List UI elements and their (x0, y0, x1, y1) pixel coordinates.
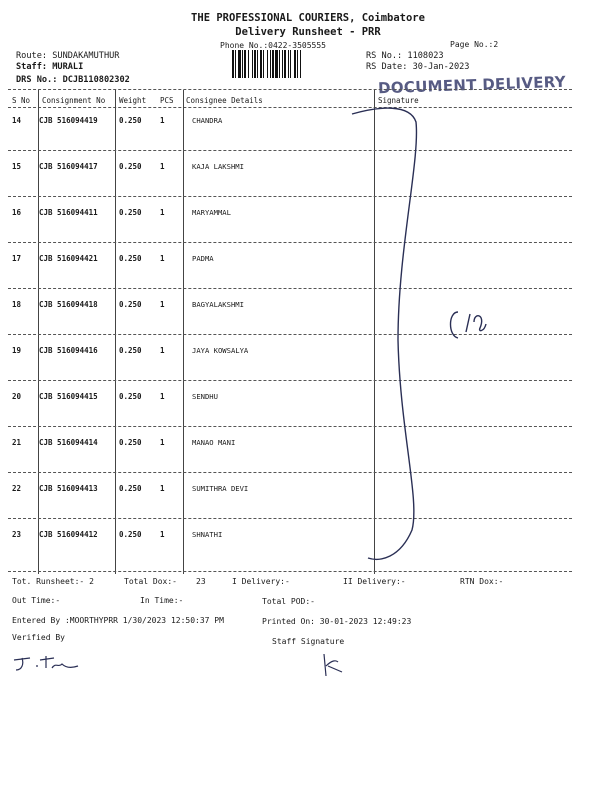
row-consignee-name: JAYA KOWSALYA (192, 346, 249, 355)
row-sno: 14 (12, 116, 22, 125)
row-weight: 0.250 (119, 116, 142, 125)
row-weight: 0.250 (119, 254, 142, 263)
row-consignee-name: CHANDRA (192, 116, 223, 125)
barcode-bar (301, 50, 302, 78)
phone-number: Phone No.:0422-3505555 (220, 41, 326, 50)
footer-top-rule (8, 571, 572, 572)
in-time: In Time:- (140, 596, 184, 605)
col-header-consignee: Consignee Details (186, 96, 263, 105)
col-header-sno: S No (12, 96, 31, 105)
row-consignee-name: SENDHU (192, 392, 218, 401)
row-sno: 16 (12, 208, 22, 217)
header-top-rule (8, 89, 572, 90)
entered-by: Entered By :MOORTHYPRR 1/30/2023 12:50:37 PM (12, 616, 224, 625)
row-weight: 0.250 (119, 438, 142, 447)
row-pcs: 1 (160, 392, 165, 401)
col-header-consignment: Consignment No (42, 96, 106, 105)
row-consignment-no: CJB 516094421 (39, 254, 98, 263)
verifier-handwritten-signature (12, 652, 92, 676)
rtn-dox: RTN Dox:- (460, 577, 504, 586)
barcode-image (232, 50, 354, 78)
row-pcs: 1 (160, 346, 165, 355)
row-pcs: 1 (160, 254, 165, 263)
out-time: Out Time:- (12, 596, 61, 605)
ii-delivery: II Delivery:- (343, 577, 406, 586)
row-sno: 15 (12, 162, 22, 171)
row-consignment-no: CJB 516094412 (39, 530, 98, 539)
row-consignment-no: CJB 516094418 (39, 300, 98, 309)
row-weight: 0.250 (119, 484, 142, 493)
row-pcs: 1 (160, 208, 165, 217)
row-pcs: 1 (160, 438, 165, 447)
row-sno: 21 (12, 438, 22, 447)
row-weight: 0.250 (119, 208, 142, 217)
row-consignment-no: CJB 516094415 (39, 392, 98, 401)
row-consignment-no: CJB 516094411 (39, 208, 98, 217)
row-consignee-name: MARYAMMAL (192, 208, 231, 217)
col-header-pcs: PCS (160, 96, 174, 105)
column-divider (183, 90, 184, 574)
row-pcs: 1 (160, 116, 165, 125)
rs-number: RS No.: 1108023 (366, 51, 444, 61)
staff-signature-label: Staff Signature (272, 637, 345, 646)
document-delivery-stamp: DOCUMENT DELIVERY (377, 72, 567, 98)
row-pcs: 1 (160, 530, 165, 539)
row-weight: 0.250 (119, 346, 142, 355)
row-consignment-no: CJB 516094414 (39, 438, 98, 447)
verified-by-label: Verified By (12, 633, 65, 642)
row-pcs: 1 (160, 300, 165, 309)
row-sno: 20 (12, 392, 22, 401)
col-header-weight: Weight (119, 96, 147, 105)
route-label: Route: SUNDAKAMUTHUR (16, 51, 120, 61)
company-title: THE PROFESSIONAL COURIERS, Coimbatore (191, 12, 425, 24)
page-number: Page No.:2 (450, 40, 499, 49)
row-pcs: 1 (160, 162, 165, 171)
i-delivery: I Delivery:- (232, 577, 290, 586)
row-consignee-name: KAJA LAKSHMI (192, 162, 244, 171)
row-consignee-name: PADMA (192, 254, 214, 263)
row-consignee-name: SHNATHI (192, 530, 223, 539)
handwritten-signature-bracket (340, 100, 600, 580)
row-weight: 0.250 (119, 530, 142, 539)
row-consignment-no: CJB 516094416 (39, 346, 98, 355)
row-consignment-no: CJB 516094419 (39, 116, 98, 125)
row-sno: 22 (12, 484, 22, 493)
row-sno: 18 (12, 300, 22, 309)
row-consignee-name: MANAO MANI (192, 438, 236, 447)
printed-on: Printed On: 30-01-2023 12:49:23 (262, 617, 412, 626)
total-dox-label: Total Dox:- (124, 577, 177, 586)
runsheet-subtitle: Delivery Runsheet - PRR (235, 26, 381, 38)
row-consignee-name: BAGYALAKSHMI (192, 300, 244, 309)
row-consignment-no: CJB 516094413 (39, 484, 98, 493)
tot-runsheet: Tot. Runsheet:- 2 (12, 577, 94, 586)
staff-label: Staff: MURALI (16, 62, 84, 72)
row-consignee-name: SUMITHRA DEVI (192, 484, 249, 493)
row-consignment-no: CJB 516094417 (39, 162, 98, 171)
handwritten-co-mark (451, 312, 487, 338)
row-weight: 0.250 (119, 300, 142, 309)
total-pod: Total POD:- (262, 597, 315, 606)
staff-handwritten-signature (318, 650, 348, 680)
row-pcs: 1 (160, 484, 165, 493)
column-divider (115, 90, 116, 574)
row-sno: 19 (12, 346, 22, 355)
row-sno: 23 (12, 530, 22, 539)
drs-number: DRS No.: DCJB110802302 (16, 75, 130, 85)
total-dox-value: 23 (196, 577, 206, 586)
row-sno: 17 (12, 254, 22, 263)
rs-date: RS Date: 30-Jan-2023 (366, 62, 470, 72)
row-weight: 0.250 (119, 392, 142, 401)
col-header-signature: Signature (378, 96, 419, 105)
row-weight: 0.250 (119, 162, 142, 171)
